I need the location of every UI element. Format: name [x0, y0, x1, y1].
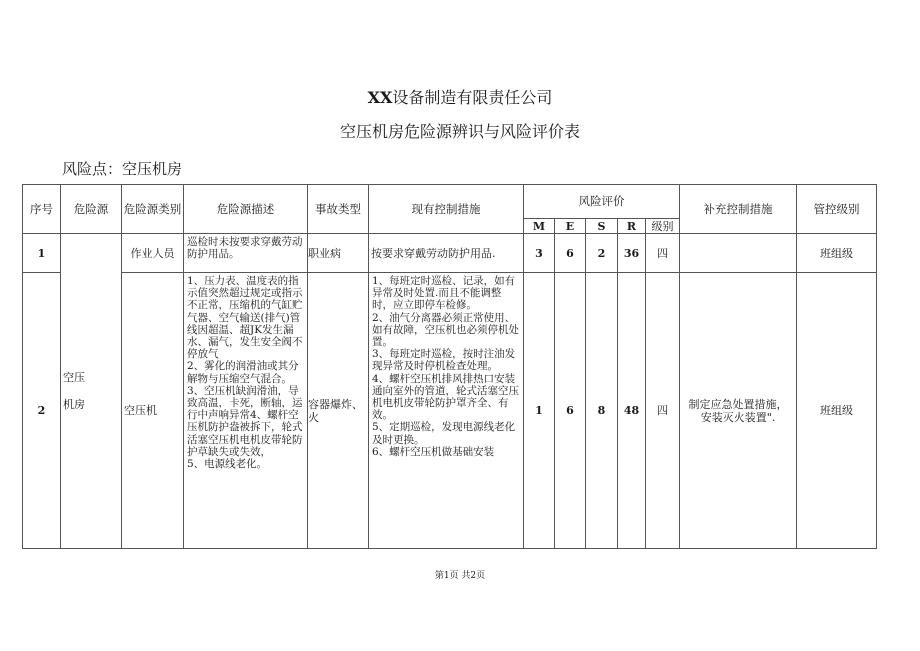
header-m: M [524, 219, 555, 234]
control-item: 4、螺杆空压机排风排热口安装通向室外的管道，轮式活塞空压机电机皮带轮防护罩齐全、有效。 [372, 372, 519, 422]
company-prefix: XX [367, 88, 393, 107]
header-e: E [555, 219, 586, 234]
description-item: 3、空压机缺润滑油，导致高温，卡死，断轴，运行中声响异常4、螺杆空压机防护盎被拆下，轮式活塞空压机电机皮带轮防护草缺失或失效， [187, 384, 303, 458]
row-control-level: 班组级 [797, 234, 877, 273]
control-item: 1、每班定时巡检、记录，如有异常及时处置.而且不能调整时，应立即停车检修。 [372, 275, 516, 312]
row-level: 四 [646, 234, 680, 273]
header-s: S [586, 219, 618, 234]
row-category: 空压机 [122, 273, 184, 549]
control-item: 6、螺杆空压机做基础安装 [372, 445, 495, 458]
page-footer: 第1页 共2页 [434, 571, 486, 581]
header-seq: 序号 [23, 185, 61, 234]
row-controls [369, 273, 524, 549]
source-cell [61, 234, 122, 549]
form-title: 空压机房危险源辨识与风险评价表 [339, 122, 580, 141]
row-accident: 职业病 [308, 234, 369, 273]
row-controls: 按要求穿戴劳动防护用品. [369, 234, 524, 273]
company-title [0, 85, 920, 108]
control-item: 2、油气分离器必须正常使用、如有故障，空压机也必须停机处置。 [372, 311, 519, 349]
row-s: 2 [586, 234, 618, 273]
row-m: 3 [524, 234, 555, 273]
row-seq: 1 [23, 234, 61, 273]
company-name-rest: 设备制造有限责任公司 [392, 88, 553, 107]
control-item: 3、每班定时巡检，按时注油发现异常及时停机检查处理。 [372, 348, 516, 373]
source-name-line1: 空压 [63, 371, 85, 384]
row-level: 四 [646, 273, 680, 549]
header-level: 级别 [646, 219, 680, 234]
header-controls: 现有控制措施 [369, 185, 524, 234]
header-supplement: 补充控制措施 [680, 185, 797, 234]
row-seq: 2 [23, 273, 61, 549]
risk-point [62, 158, 182, 179]
header-risk: 风险评价 [524, 185, 680, 219]
description-item: 5、电源线老化。 [187, 458, 268, 471]
header-accident: 事故类型 [308, 185, 369, 234]
risk-table [22, 184, 877, 549]
row-description: 巡检时未按要求穿戴劳动防护用品。 [184, 234, 308, 273]
row-category: 作业人员 [122, 234, 184, 273]
header-control-level: 管控级别 [797, 185, 877, 234]
header-r: R [618, 219, 646, 234]
row-r: 36 [618, 234, 646, 273]
source-name-line2: 机房 [63, 398, 85, 411]
risk-point-label: 风险点： [62, 160, 123, 178]
header-description: 危险源描述 [184, 185, 308, 234]
row-m: 1 [524, 273, 555, 549]
row-e: 6 [555, 234, 586, 273]
row-e: 6 [555, 273, 586, 549]
row-s: 8 [586, 273, 618, 549]
control-item: 5、定期巡检，发现电源线老化及时更换。 [372, 421, 516, 446]
row-supplement [680, 234, 797, 273]
row-control-level: 班组级 [797, 273, 877, 549]
header-source: 危险源 [61, 185, 122, 234]
header-row [23, 185, 877, 219]
row-accident: 容器爆炸、火 [308, 273, 369, 549]
row-r: 48 [618, 273, 646, 549]
description-item: 1、压力表、温度表的指示值突然超过规定或指示不正常，压缩机的气缸贮气器、空气输送(排气)管线因超温、超JK发生漏水、漏气，发生安全阀不停放气 [187, 275, 303, 361]
description-item: 2、雾化的润滑油或其分解物与压缩空气混合。 [187, 360, 299, 385]
header-category: 危险源类别 [122, 185, 184, 234]
risk-point-value: 空压机房 [122, 160, 183, 178]
table-row [23, 234, 877, 273]
row-supplement: 制定应急处置措施，安装灭火装置". [680, 273, 797, 549]
row-description [184, 273, 308, 549]
table-row [23, 273, 877, 549]
